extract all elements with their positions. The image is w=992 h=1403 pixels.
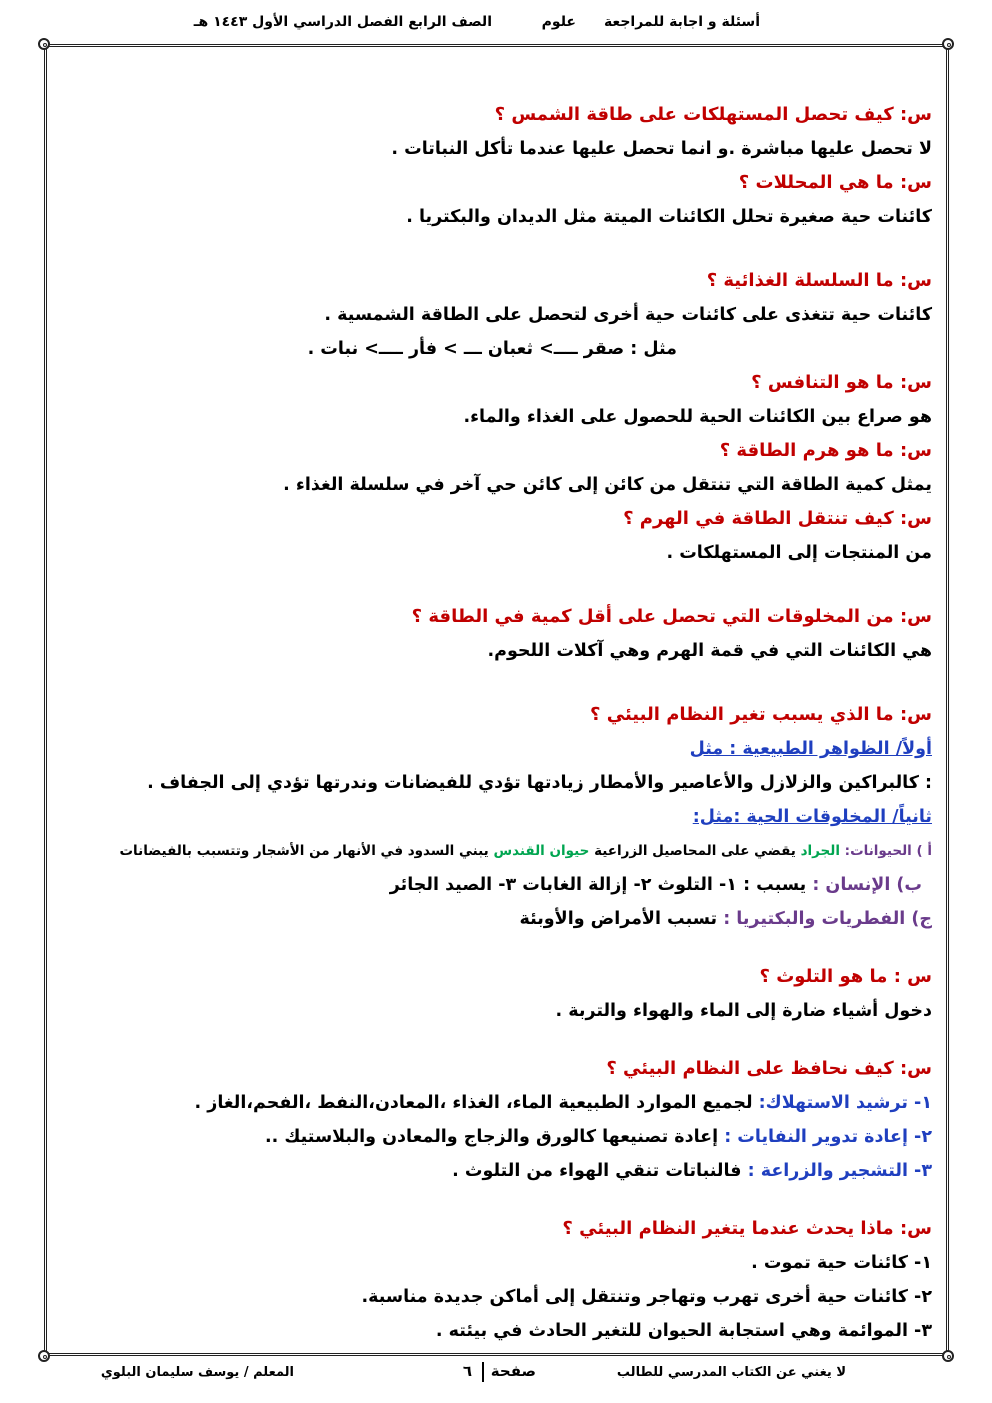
- point-text: لجميع الموارد الطبيعية الماء، الغذاء ،المعادن،النفط ،الفحم،الغاز .: [194, 1093, 753, 1113]
- item-text: يسبب : ١- التلوث ٢- إزالة الغابات ٣- الصيد الجائر: [389, 875, 807, 895]
- footer-teacher: المعلم / يوسف سليمان البلوي: [100, 1365, 294, 1380]
- corner-ornament-icon: [38, 1350, 50, 1362]
- answer: هي الكائنات التي في قمة الهرم وهي آكلات اللحوم.: [487, 641, 932, 661]
- answer: من المنتجات إلى المستهلكات .: [666, 543, 932, 563]
- food-chain-example: مثل : صقر ــــ> ثعبان ـــ > فأر ــــ> نبات .: [307, 339, 677, 359]
- list-item-human: [66, 868, 932, 902]
- question: س: كيف تحصل المستهلكات على طاقة الشمس ؟: [494, 104, 932, 125]
- corner-ornament-icon: [942, 1350, 954, 1362]
- item-text: تسبب الأمراض والأوبئة: [519, 909, 718, 929]
- question: س: ما هو التنافس ؟: [751, 372, 932, 393]
- header-grade-term: الصف الرابع الفصل الدراسي الأول ١٤٤٣ هـ: [193, 14, 492, 30]
- item-text: يبني السدود في الأنهار من الأشجار وتتسبب بالفيضانات: [119, 843, 489, 859]
- item-label: أ ) الحيوانات:: [844, 843, 932, 859]
- point-text: فالنباتات تنقي الهواء من التلوث .: [452, 1161, 742, 1181]
- question: س : ما هو التلوث ؟: [759, 966, 932, 987]
- answer: ٣- الموائمة وهي استجابة الحيوان للتغير الحادث في بيئته .: [435, 1321, 932, 1341]
- item-label: ج) الفطريات والبكتيريا :: [723, 909, 932, 929]
- question: س: ماذا يحدث عندما يتغير النظام البيئي ؟: [562, 1218, 932, 1239]
- footer-note: لا يغني عن الكتاب المدرسي للطالب: [616, 1365, 846, 1380]
- corner-ornament-icon: [38, 38, 50, 50]
- item-text: يقضي على المحاصيل الزراعية: [594, 843, 796, 859]
- point-item: [66, 1120, 932, 1154]
- qa-content: [66, 98, 932, 1348]
- question: س: كيف تنتقل الطاقة في الهرم ؟: [623, 508, 932, 529]
- question: س: ما هو هرم الطاقة ؟: [719, 440, 932, 461]
- header-subject: علوم: [541, 14, 576, 30]
- section-label-living: ثانياً/ المخلوقات الحية :مثل:: [692, 807, 932, 827]
- list-item-animals: [66, 834, 932, 868]
- answer: كائنات حية صغيرة تحلل الكائنات الميتة مثل الديدان والبكتريا .: [406, 207, 932, 227]
- corner-ornament-icon: [942, 38, 954, 50]
- question: س: ما هي المحللات ؟: [738, 172, 932, 193]
- answer: دخول أشياء ضارة إلى الماء والهواء والتربة .: [555, 1001, 932, 1021]
- beaver-term: حيوان القندس: [493, 843, 590, 859]
- question: س: من المخلوقات التي تحصل على أقل كمية في الطاقة ؟: [411, 606, 932, 627]
- answer: ١- كائنات حية تموت .: [751, 1253, 932, 1273]
- question: س: كيف نحافظ على النظام البيئي ؟: [606, 1058, 932, 1079]
- answer: هو صراع بين الكائنات الحية للحصول على الغذاء والماء.: [463, 407, 932, 427]
- question: س: ما الذي يسبب تغير النظام البيئي ؟: [590, 704, 932, 725]
- point-item: [66, 1154, 932, 1188]
- item-label: ب) الإنسان :: [812, 875, 922, 895]
- footer-separator: [482, 1362, 484, 1382]
- section-label-natural: أولاً/ الظواهر الطبيعية : مثل: [689, 739, 932, 759]
- page-word: صفحة: [490, 1362, 536, 1380]
- point-label: ٢- إعادة تدوير النفايات :: [724, 1127, 932, 1147]
- point-item: [66, 1086, 932, 1120]
- point-text: إعادة تصنيعها كالورق والزجاج والمعادن والبلاستيك ..: [264, 1127, 719, 1147]
- question: س: ما السلسلة الغذائية ؟: [706, 270, 932, 291]
- point-label: ١- ترشيد الاستهلاك:: [758, 1093, 932, 1113]
- answer: كائنات حية تتغذى على كائنات حية أخرى لتحصل على الطاقة الشمسية .: [324, 305, 932, 325]
- locust-term: الجراد: [800, 843, 840, 859]
- answer: يمثل كمية الطاقة التي تنتقل من كائن إلى كائن حي آخر في سلسلة الغذاء .: [283, 475, 932, 495]
- page-number: ٦: [462, 1362, 472, 1380]
- answer: لا تحصل عليها مباشرة .و انما تحصل عليها عندما تأكل النباتات .: [391, 139, 932, 159]
- point-label: ٣- التشجير والزراعة :: [747, 1161, 932, 1181]
- list-item-fungi: [66, 902, 932, 936]
- answer: : كالبراكين والزلازل والأعاصير والأمطار زيادتها تؤدي للفيضانات وندرتها تؤدي إلى الجفاف .: [147, 773, 932, 793]
- header-title: أسئلة و اجابة للمراجعة: [603, 14, 760, 30]
- answer: ٢- كائنات حية أخرى تهرب وتهاجر وتنتقل إلى أماكن جديدة مناسبة.: [361, 1287, 932, 1307]
